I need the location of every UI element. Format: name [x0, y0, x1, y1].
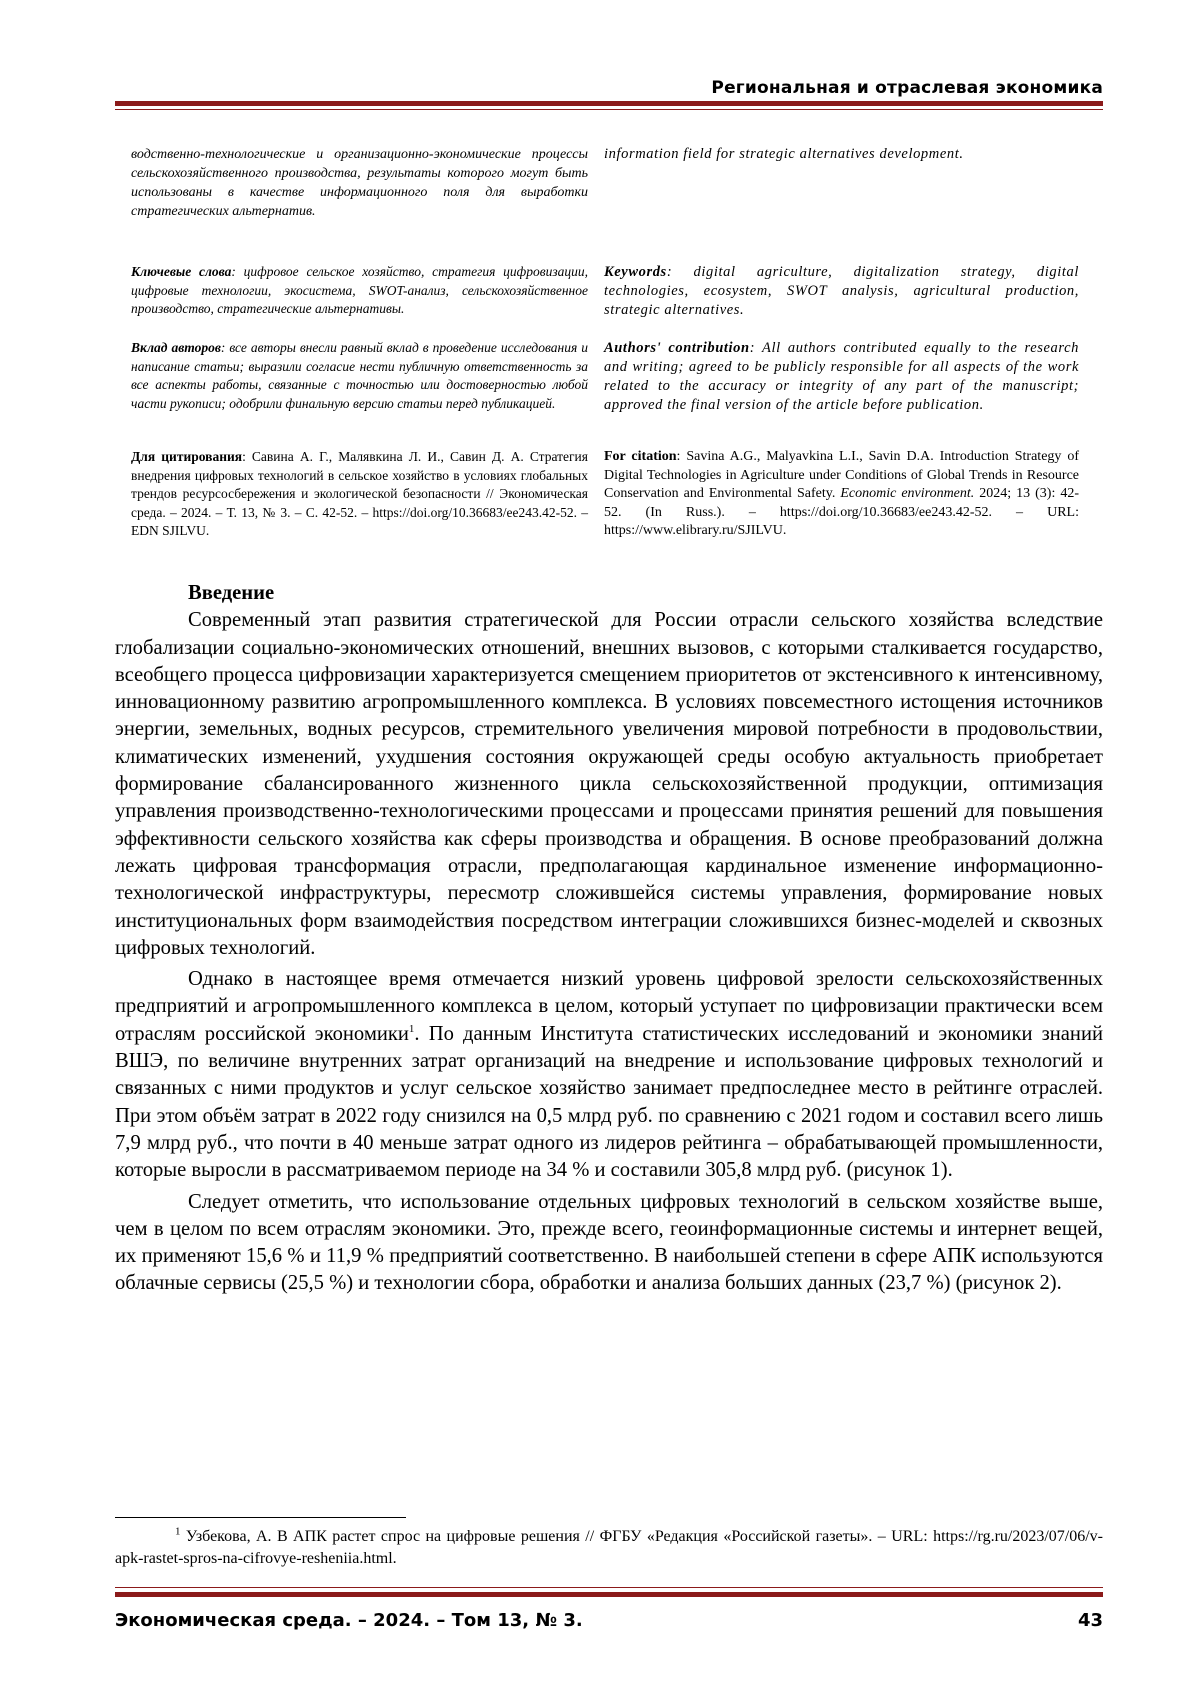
citation-en-text-b: 2024; 13 (3): 42-52. (In Russ.). – https://doi.org/10.36683/ee243.42-52. – URL: https://www.elibrary.ru/SJILVU.: [604, 486, 1079, 538]
citation-ru-label: Для цитирования: [131, 449, 243, 464]
page-number: 43: [1077, 1610, 1103, 1631]
running-head: Региональная и отраслевая экономика: [711, 78, 1103, 98]
contrib-ru-label: Вклад авторов: [131, 340, 221, 355]
keywords-ru-label: Ключевые слова: [131, 264, 232, 279]
contrib-en-text: : All authors contributed equally to the research and writing; agreed to be publicly responsible for all aspects of the work related to the accuracy or integrity of any part of the manuscript; approved the final version of the article before publication.: [604, 340, 1079, 413]
footnote-separator: [115, 1517, 406, 1518]
contrib-en-label: Authors' contribution: [604, 340, 750, 356]
citation-en: [604, 448, 1079, 541]
header-rule-thick: [115, 101, 1103, 106]
body-paragraph-3: Следует отметить, что использование отдельных цифровых технологий в сельском хозяйстве выше, чем в целом по всем отраслям экономики. Это, прежде всего, геоинформационные системы и интернет вещей, их применяют 15,6 % и 11,9 % предприятий соответственно. В наибольшей степени в сфере АПК используются облачные сервисы (25,5 %) и технологии сбора, обработки и анализа больших данных (23,7 %) (рисунок 2).: [115, 1190, 1103, 1295]
abstract-block: [0, 145, 1200, 565]
body-paragraph-2: [115, 966, 1103, 1184]
body-paragraph-2-b: . По данным Института статистических исследований и экономики знаний ВШЭ, по величине внутренних затрат организаций на внедрение и использование цифровых технологий и связанных с ними продуктов и услуг сельское хозяйство занимает предпоследнее место в рейтинге отраслей. При этом объём затрат в 2022 году снизился на 0,5 млрд руб. по сравнению с 2021 годом и составил всего лишь 7,9 млрд руб., что почти в 40 меньше затрат одного из лидеров рейтинга – обрабатывающей промышленности, которые выросли в рассматриваемом периоде на 34 % и составили 305,8 млрд руб. (рисунок 1).: [115, 1022, 1103, 1182]
body-paragraph-2-a: Однако в настоящее время отмечается низкий уровень цифровой зрелости сельскохозяйственных предприятий и агропромышленного комплекса в целом, который уступает по цифровизации практически всем отраслям российской экономики: [115, 968, 1103, 1045]
footer-journal: Экономическая среда. – 2024. – Том 13, № 3.: [115, 1610, 583, 1631]
section-heading: Введение: [188, 582, 275, 604]
body-paragraph-1: Современный этап развития стратегической для России отрасли сельского хозяйства вследствие глобализации социально-экономических отношений, внешних вызовов, с которыми сталкивается государство, всеобщего процесса цифровизации характеризуется смещением приоритетов от экстенсивного к интенсивному, инновационному развитию агропромышленного комплекса. В условиях повсеместного истощения источников энергии, земельных, водных ресурсов, стремительного увеличения мировой потребности в продовольствии, климатических изменений, ухудшения состояния окружающей среды особую актуальность приобретает формирование сбалансированного жизненного цикла сельскохозяйственной продукции, оптимизация управления производственно-технологическими процессами и процессами принятия решений для повышения эффективности сельского хозяйства как сферы производства и обращения. В основе преобразований должна лежать цифровая трансформация отрасли, предполагающая кардинальное изменение информационно-технологической инфраструктуры, пересмотр сложившейся системы управления, формирование новых институциональных форм взаимодействия посредством интеграции сложившихся бизнес-моделей и сквозных цифровых технологий.: [115, 609, 1103, 959]
article-body: [115, 580, 1103, 1298]
abstract-ru-text: водственно-технологические и организационно-экономические процессы сельскохозяйственного производства, результаты которого могут быть использованы в качестве информационного поля для выработки стратегических альтернатив.: [131, 147, 588, 219]
header-rule-thin: [115, 109, 1103, 110]
footnote-number: 1: [175, 1525, 181, 1538]
footer-rule-thin: [115, 1587, 1103, 1588]
contrib-ru: [131, 339, 588, 413]
footnote: [115, 1526, 1103, 1570]
footnote-content: [115, 1526, 1103, 1570]
citation-en-text-a: : Savina A.G., Malyavkina L.I., Savin D.A. Introduction Strategy of Digital Technologies in Agriculture under Conditions of Global Trends in Resource Conservation and Environmental Safety.: [604, 449, 1079, 501]
keywords-ru-text: : цифровое сельское хозяйство, стратегия цифровизации, цифровые технологии, экосистема, SWOT-анализ, сельскохозяйственное производство, стратегические альтернативы.: [131, 264, 588, 316]
contrib-en: [604, 339, 1079, 415]
contrib-ru-text: : все авторы внесли равный вклад в проведение исследования и написание статьи; выразили согласие нести публичную ответственность за все аспекты работы, связанные с точностью или достоверностью любой части рукописи; одобрили финальную версию статьи перед публикацией.: [131, 340, 588, 411]
footer-rule-thick: [115, 1592, 1103, 1597]
footnote-ref[interactable]: 1: [408, 1022, 415, 1035]
keywords-en-text: : digital agriculture, digitalization strategy, digital technologies, ecosystem, SWOT analysis, agricultural production, strategic alternatives.: [604, 264, 1079, 318]
footnote-text: Узбекова, А. В АПК растет спрос на цифровые решения // ФГБУ «Редакция «Российской газеты». – URL: https://rg.ru/2023/07/06/v-apk-rastet-spros-na-cifrovye-resheniia.html.: [115, 1528, 1103, 1567]
citation-en-label: For citation: [604, 449, 677, 464]
citation-ru-text: : Савина А. Г., Малявкина Л. И., Савин Д. А. Стратегия внедрения цифровых технологий в сельское хозяйство в условиях глобальных трендов ресурсосбережения и экологической безопасности // Экономическая среда. – 2024. – Т. 13, № 3. – С. 42-52. – https://doi.org/10.36683/ee243.42-52. – EDN SJILVU.: [131, 449, 588, 538]
abstract-en-text: information field for strategic alternatives development.: [604, 146, 964, 162]
keywords-en: [604, 263, 1079, 320]
citation-en-journal: Economic environment.: [840, 486, 975, 501]
citation-ru: [131, 448, 588, 541]
keywords-en-label: Keywords: [604, 264, 667, 280]
keywords-ru: [131, 263, 588, 319]
